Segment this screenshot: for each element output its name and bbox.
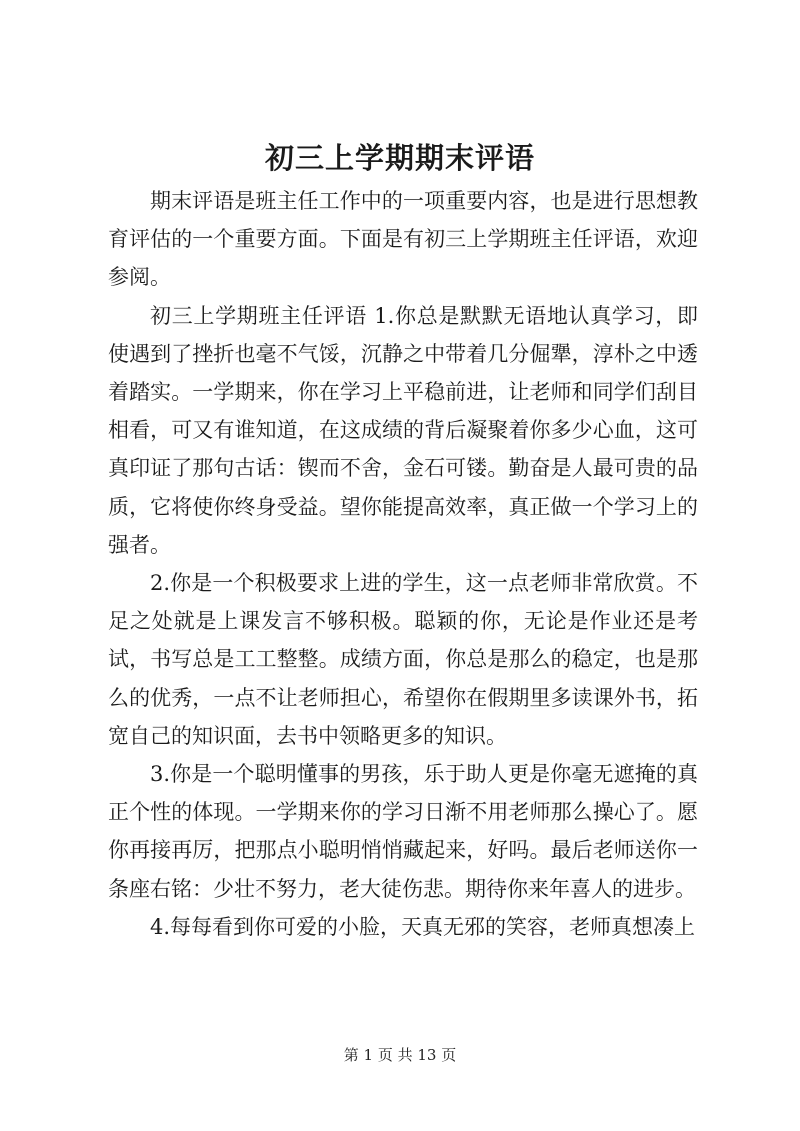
paragraph-comment-3: 3.你是一个聪明懂事的男孩，乐于助人更是你毫无遮掩的真正个性的体现。一学期来你的学习日渐不用老师那么操心了。愿你再接再厉，把那点小聪明悄悄藏起来，好吗。最后老师送你一条座右铭：少壮不努力，老大徒伤悲。期待你来年喜人的进步。: [108, 762, 698, 901]
page-number-footer: 第 1 页 共 13 页: [343, 1046, 457, 1064]
document-title: 初三上学期期末评语: [264, 141, 535, 175]
paragraph-comment-2: 2.你是一个积极要求上进的学生，这一点老师非常欣赏。不足之处就是上课发言不够积极。聪颖的你，无论是作业还是考试，书写总是工工整整。成绩方面，你总是那么的稳定，也是那么的优秀，一点不让老师担心，希望你在假期里多读课外书，拓宽自己的知识面，去书中领略更多的知识。: [108, 571, 698, 748]
paragraph-comment-1: 初三上学期班主任评语 1.你总是默默无语地认真学习，即使遇到了挫折也毫不气馁，沉静之中带着几分倔犟，淳朴之中透着踏实。一学期来，你在学习上平稳前进，让老师和同学们刮目相看，可又有谁知道，在这成绩的背后凝聚着你多少心血，这可真印证了那句古话：锲而不舍，金石可镂。勤奋是人最可贵的品质，它将使你终身受益。望你能提高效率，真正做一个学习上的强者。: [108, 303, 698, 557]
paragraph-intro: 期末评语是班主任工作中的一项重要内容，也是进行思想教育评估的一个重要方面。下面是有初三上学期班主任评语，欢迎参阅。: [108, 189, 698, 290]
document-body: [108, 182, 698, 946]
paragraph-comment-4: 4.每每看到你可爱的小脸，天真无邪的笑容，老师真想凑上: [150, 914, 696, 939]
